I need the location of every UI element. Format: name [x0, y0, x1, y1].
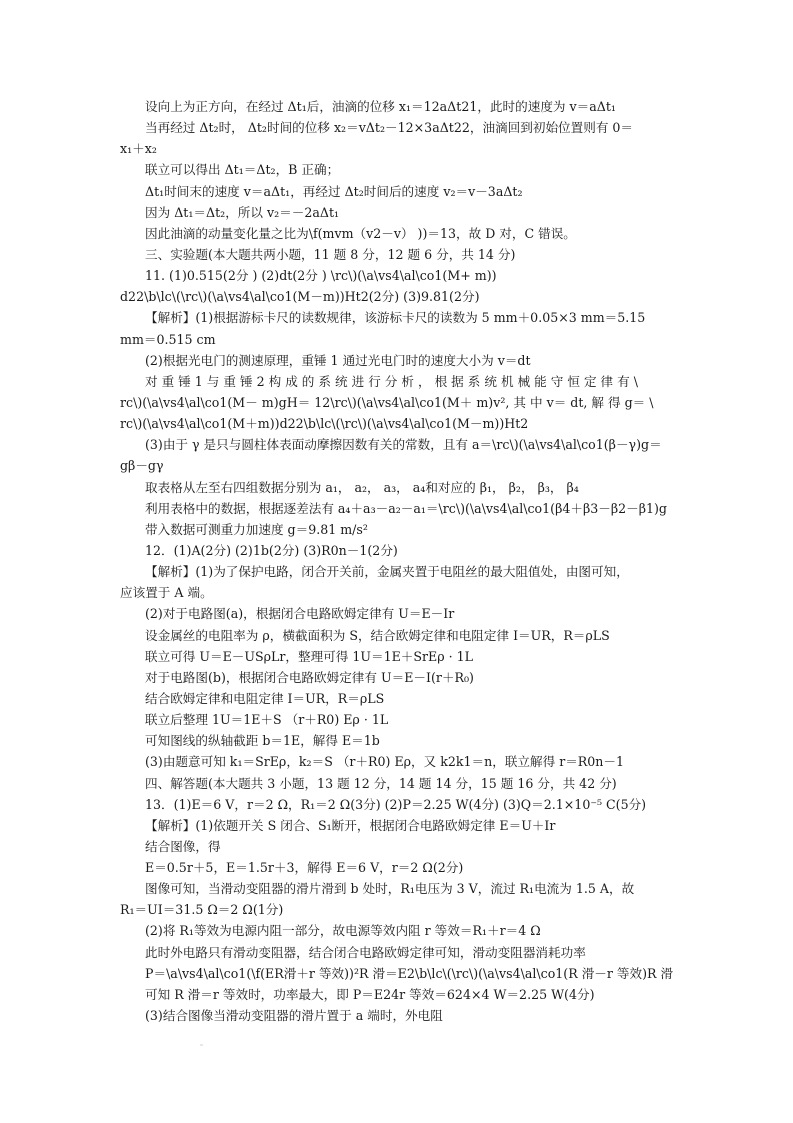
text-line: 带入数据可测重力加速度 g＝9.81 m/s²: [145, 521, 368, 537]
text-line: 结合欧姆定律和电阻定律 I＝UR，R＝ρLS: [145, 690, 385, 706]
text-line: 图像可知，当滑动变阻器的滑片滑到 b 处时，R₁电压为 3 V，流过 R₁电流为 1.5 A，故: [145, 881, 635, 897]
scan-speck: [200, 1044, 203, 1046]
text-line: 联立可得 U＝E－USρLr，整理可得 1U＝1E＋SrEρ · 1L: [145, 648, 474, 664]
text-line: Δt₁时间末的速度 v＝aΔt₁，再经过 Δt₂时间后的速度 v₂＝v－3aΔt₂: [145, 183, 523, 199]
text-line: 对 重 锤 1 与 重 锤 2 构 成 的 系 统 进 行 分 析 ， 根 据 系 统 机 械 能 守 恒 定 律 有 \: [145, 373, 638, 389]
text-line: 12．(1)A(2分) (2)1b(2分) (3)R0n－1(2分): [145, 542, 398, 558]
text-line: (3)结合图像当滑动变阻器的滑片置于 a 端时，外电阻: [145, 1008, 443, 1024]
text-line: x₁＋x₂: [120, 141, 157, 157]
text-line: 此时外电路只有滑动变阻器，结合闭合电路欧姆定律可知，滑动变阻器消耗功率: [145, 944, 586, 960]
text-line: (2)将 R₁等效为电源内阻一部分，故电源等效内阻 r 等效＝R₁＋r＝4 Ω: [145, 923, 541, 939]
text-line: E＝0.5r＋5，E＝1.5r＋3，解得 E＝6 V，r＝2 Ω(2分): [145, 860, 464, 876]
text-line: 联立后整理 1U＝1E＋S （r＋R0) Eρ · 1L: [145, 712, 389, 728]
text-line: 当再经过 Δt₂时， Δt₂时间的位移 x₂＝vΔt₂－12×3aΔt22，油滴回到初始位置则有 0＝: [145, 120, 634, 136]
text-line: 因此油滴的动量变化量之比为\f(mvm（v2－v） ))＝13，故 D 对，C 错误。: [145, 225, 576, 241]
text-line: 设向上为正方向，在经过 Δt₁后，油滴的位移 x₁＝12aΔt21，此时的速度为 v＝aΔt₁: [145, 99, 616, 114]
text-line: 应该置于 A 端。: [120, 585, 213, 601]
text-line: 三、实验题(本大题共两小题，11 题 8 分，12 题 6 分，共 14 分): [145, 246, 516, 262]
text-line: 可知 R 滑＝r 等效时，功率最大，即 P＝E24r 等效＝624×4 W＝2.25 W(4分): [145, 986, 595, 1002]
text-line: gβ－gγ: [120, 458, 164, 474]
text-line: 取表格从左至右四组数据分别为 a₁， a₂， a₃， a₄和对应的 β₁， β₂， β₃， β₄: [145, 479, 579, 495]
text-line: 【解析】(1)根据游标卡尺的读数规律，该游标卡尺的读数为 5 mm＋0.05×3 mm＝5.15: [145, 310, 646, 326]
text-line: (3)由题意可知 k₁＝SrEρ，k₂＝S （r＋R0) Eρ，又 k2k1＝n，联立解得 r＝R0n－1: [145, 754, 625, 770]
text-line: rc\)(\a\vs4\al\co1(M＋m))d22\b\lc\(\rc\)(\a\vs4\al\co1(M－m))Ht2: [120, 416, 529, 432]
text-line: 因为 Δt₁＝Δt₂，所以 v₂＝－2aΔt₁: [145, 204, 340, 220]
text-line: 11. (1)0.515(2分 ) (2)dt(2分 ) \rc\)(\a\vs4\al\co1(M+ m)): [145, 268, 497, 284]
text-line: 利用表格中的数据，根据逐差法有 a₄＋a₃－a₂－a₁＝\rc\)(\a\vs4\al\co1(β4＋β3－β2－β1)g: [145, 500, 667, 516]
text-line: 【解析】(1)依题开关 S 闭合、S₁断开，根据闭合电路欧姆定律 E＝U＋Ir: [145, 817, 556, 833]
text-line: d22\b\lc\(\rc\)(\a\vs4\al\co1(M－m))Ht2(2分) (3)9.81(2分): [120, 289, 480, 305]
text-line: 13．(1)E＝6 V，r＝2 Ω，R₁＝2 Ω(3分) (2)P＝2.25 W(4分) (3)Q＝2.1×10⁻⁵ C(5分): [145, 796, 647, 812]
text-line: (2)对于电路图(a)，根据闭合电路欧姆定律有 U＝E－Ir: [145, 606, 455, 622]
text-line: 联立可以得出 Δt₁＝Δt₂，B 正确；: [145, 162, 340, 178]
text-line: 可知图线的纵轴截距 b＝1E，解得 E＝1b: [145, 733, 380, 749]
text-line: R₁＝UI＝31.5 Ω＝2 Ω(1分): [120, 902, 284, 918]
text-line: 四、解答题(本大题共 3 小题，13 题 12 分，14 题 14 分，15 题 16 分，共 42 分): [145, 775, 617, 791]
text-line: P＝\a\vs4\al\co1(\f(ER滑＋r 等效))²R 滑＝E2\b\lc\(\rc\)(\a\vs4\al\co1(R 滑－r 等效)R 滑: [145, 965, 674, 981]
text-line: 设金属丝的电阻率为 ρ，横截面积为 S，结合欧姆定律和电阻定律 I＝UR，R＝ρLS: [145, 627, 610, 643]
text-line: 对于电路图(b)，根据闭合电路欧姆定律有 U＝E－I(r＋R₀): [145, 669, 474, 685]
text-line: (2)根据光电门的测速原理，重锤 1 通过光电门时的速度大小为 v＝dt: [145, 352, 531, 368]
text-line: 【解析】(1)为了保护电路，闭合开关前，金属夹置于电阻丝的最大阻值处，由图可知，: [145, 564, 629, 580]
text-line: 结合图像，得: [145, 838, 221, 854]
text-line: (3)由于 γ 是只与圆柱体表面动摩擦因数有关的常数，且有 a＝\rc\)(\a\vs4\al\co1(β－γ)g＝: [145, 437, 662, 453]
text-line: rc\)(\a\vs4\al\co1(M－ m)gH＝ 12\rc\)(\a\vs4\al\co1(M＋ m)v², 其 中 v＝ dt, 解 得 g＝ \: [120, 394, 654, 410]
text-line: mm＝0.515 cm: [120, 331, 216, 347]
solution-text-body: [120, 96, 680, 1026]
